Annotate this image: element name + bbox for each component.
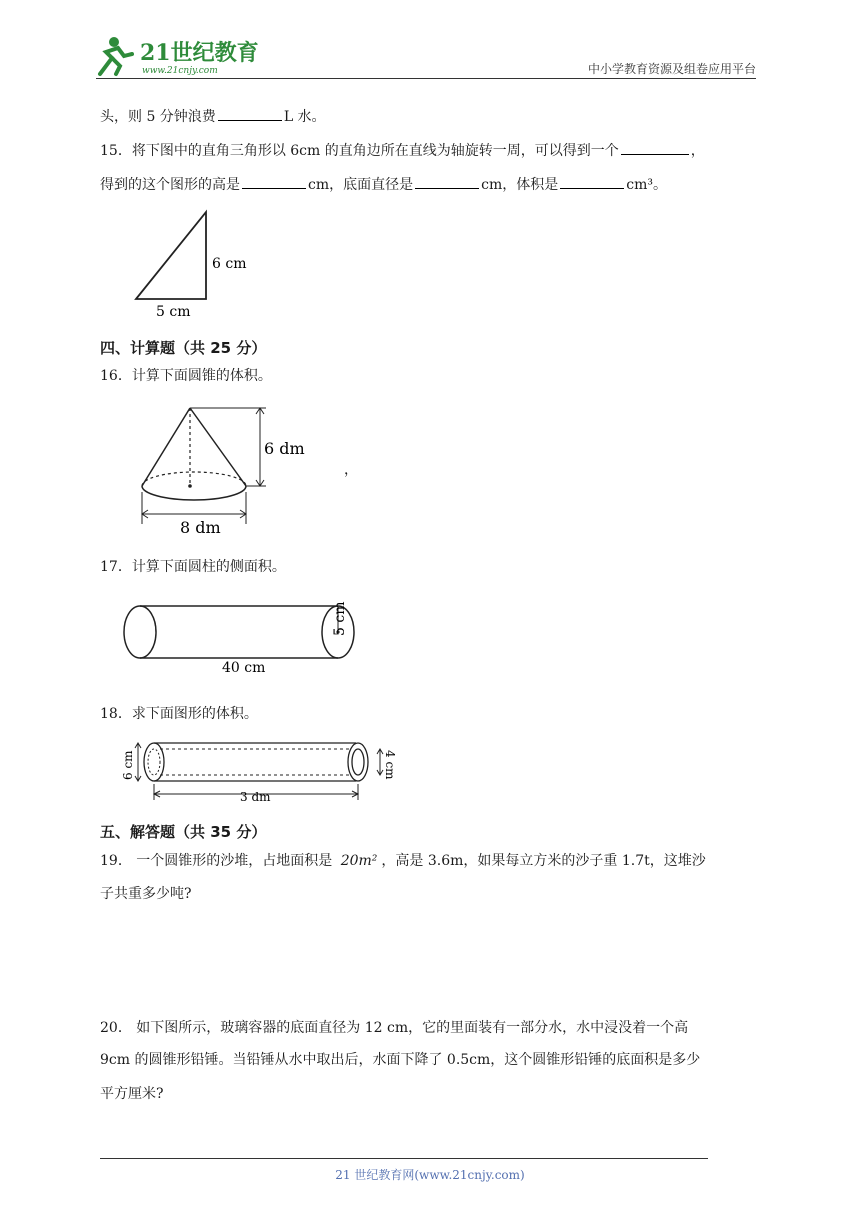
cone-base-front: [142, 486, 246, 500]
cone-base-back: [142, 472, 246, 486]
q17-text: 17．计算下面圆柱的侧面积。: [100, 559, 286, 575]
cone-right-edge: [190, 408, 246, 486]
answer-blank[interactable]: [560, 174, 624, 189]
cone-figure: [128, 400, 318, 540]
answer-blank[interactable]: [242, 174, 306, 189]
header-divider: [96, 78, 756, 79]
logo-url: www.21cnjy.com: [142, 66, 218, 76]
header-platform-text: 中小学教育资源及组卷应用平台: [587, 62, 756, 76]
q16-text: 16．计算下面圆锥的体积。: [100, 368, 272, 384]
q14-suffix: L 水。: [283, 109, 326, 125]
q20-line1: 20． 如下图所示，玻璃容器的底面直径为 12 cm，它的里面装有一部分水，水中浸没着一个高: [100, 1020, 689, 1036]
cylinder-figure: [118, 592, 368, 682]
logo-main: 21世纪教育: [140, 40, 259, 66]
cone-base-label: 8 dm: [180, 518, 221, 537]
q19-line2: 子共重多少吨?: [100, 886, 192, 902]
answer-blank[interactable]: [621, 140, 689, 155]
right-triangle: [136, 212, 206, 299]
q14-tail: [100, 106, 326, 127]
site-logo: [92, 32, 262, 78]
answer-blank[interactable]: [415, 174, 479, 189]
q15-height-label: 得到的这个图形的高是: [100, 177, 240, 193]
q15-unit: cm³。: [626, 177, 667, 193]
triangle-side-label: 6 cm: [212, 256, 247, 272]
runner-icon: [100, 37, 132, 74]
cylinder-left-hidden: [140, 606, 156, 658]
q15-comma: ，: [690, 143, 705, 159]
cone-left-edge: [142, 408, 190, 486]
cylinder-length-label: 40 cm: [222, 660, 266, 676]
q19-line1: [100, 851, 706, 871]
q15-line2: [100, 174, 667, 195]
q20-line2: 9cm 的圆锥形铅锤。当铅锤从水中取出后，水面下降了 0.5cm，这个圆锥形铅锤的底面积是多少: [100, 1052, 701, 1068]
q15-diameter-label: cm，底面直径是: [308, 177, 414, 193]
q14-prefix: 头，则 5 分钟浪费: [100, 109, 216, 125]
triangle-base-label: 5 cm: [156, 304, 191, 320]
pipe-length-label: 3 dm: [240, 790, 271, 804]
q19-text-b: ，高是 3.6m，如果每立方米的沙子重 1.7t，这堆沙: [381, 853, 706, 869]
q15-volume-label: cm，体积是: [481, 177, 559, 193]
pipe-left-inner: [148, 749, 160, 775]
cylinder-radius-label: 5 cm: [332, 601, 348, 636]
pipe-outer-label: 6 cm: [121, 750, 135, 780]
pipe-figure: [116, 734, 406, 804]
triangle-figure: [128, 208, 268, 320]
footer-text[interactable]: 21 世纪教育网(www.21cnjy.com): [335, 1168, 525, 1182]
q18-text: 18．求下面图形的体积。: [100, 706, 258, 722]
cone-height-label: 6 dm: [264, 439, 305, 458]
stray-mark: ，: [344, 462, 358, 478]
section-5-title: 五、解答题（共 35 分）: [100, 823, 267, 841]
q20-line3: 平方厘米?: [100, 1086, 164, 1102]
section-4-title: 四、计算题（共 25 分）: [100, 339, 267, 357]
footer-divider: [100, 1158, 708, 1159]
q15-text-1: 15．将下图中的直角三角形以 6cm 的直角边所在直线为轴旋转一周，可以得到一个: [100, 143, 619, 159]
cone-center-dot: [188, 484, 192, 488]
pipe-inner-label: 4 cm: [383, 750, 397, 780]
q19-area-math: 20m²: [340, 853, 378, 869]
answer-blank[interactable]: [218, 106, 282, 121]
q15-line1: [100, 140, 705, 161]
q19-text-a: 19． 一个圆锥形的沙堆，占地面积是: [100, 853, 333, 869]
